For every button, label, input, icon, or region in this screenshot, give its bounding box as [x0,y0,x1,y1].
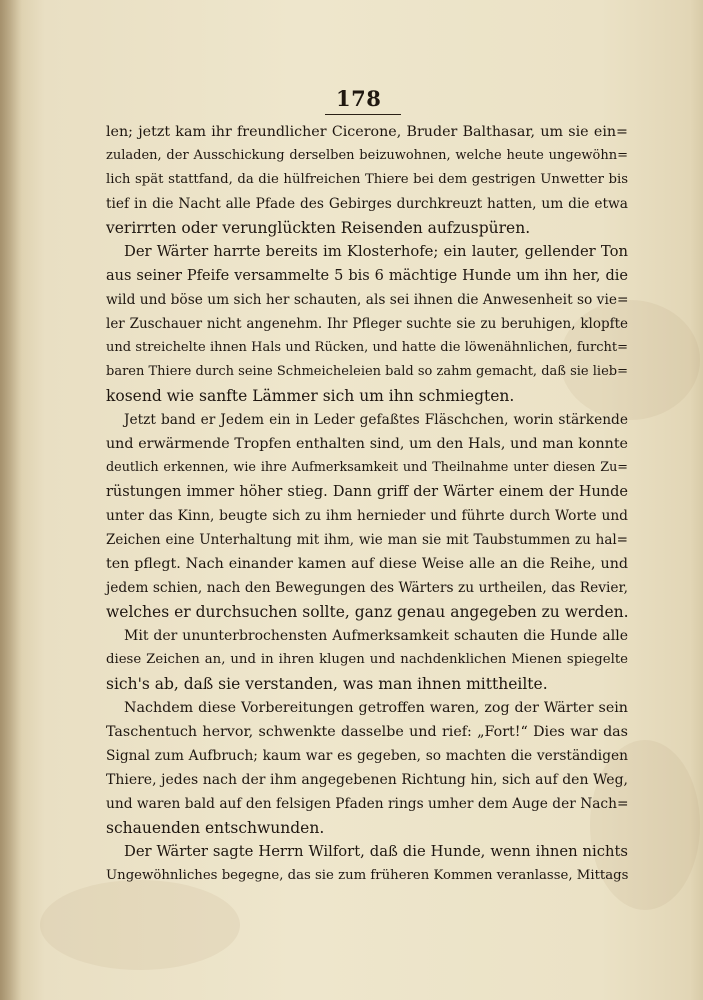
text-line: kosend wie sanfte Lämmer sich um ihn schmiegten. [106,387,515,405]
text-line: len; jetzt kam ihr freundlicher Cicerone, Bruder Balthasar, um sie ein= [106,124,628,140]
text-line: tief in die Nacht alle Pfade des Gebirges durchkreuzt hatten, um die etwa [106,196,628,212]
text-line: sich's ab, daß sie verstanden, was man ihnen mittheilte. [106,675,548,693]
paragraph-start-line: Nachdem diese Vorbereitungen getroffen waren, zog der Wärter sein [124,700,628,716]
text-line: Ungewöhnliches begegne, das sie zum früheren Kommen veranlasse, Mittags [106,868,629,883]
text-line: baren Thiere durch seine Schmeicheleien bald so zahm gemacht, daß sie lieb= [106,364,628,379]
page-number: 178 [336,86,382,111]
text-line: und streichelte ihnen Hals und Rücken, und hatte die löwenähnlichen, furcht= [106,340,628,355]
text-line: ler Zuschauer nicht angenehm. Ihr Pfleger suchte sie zu beruhigen, klopfte [106,316,628,332]
text-line: jedem schien, nach den Bewegungen des Wärters zu urtheilen, das Revier, [106,580,628,596]
text-line: diese Zeichen an, und in ihren klugen und nachdenklichen Mienen spiegelte [106,652,628,667]
text-line: unter das Kinn, beugte sich zu ihm hernieder und führte durch Worte und [106,508,628,524]
text-line: Thiere, jedes nach der ihm angegebenen Richtung hin, sich auf den Weg, [106,772,628,788]
text-line: und waren bald auf den felsigen Pfaden rings umher dem Auge der Nach= [106,796,629,812]
text-line: aus seiner Pfeife versammelte 5 bis 6 mächtige Hunde um ihn her, die [106,268,628,284]
text-line: lich spät stattfand, da die hülfreichen Thiere bei dem gestrigen Unwetter bis [106,172,628,187]
text-line: Taschentuch hervor, schwenkte dasselbe und rief: „Fort!“ Dies war das [106,724,628,740]
text-line: verirrten oder verunglückten Reisenden aufzuspüren. [106,219,531,237]
text-line: Zeichen eine Unterhaltung mit ihm, wie man sie mit Taubstummen zu hal= [106,532,628,548]
text-line: zuladen, der Ausschickung derselben beizuwohnen, welche heute ungewöhn= [106,148,628,163]
paper-stain [40,880,240,970]
header-rule [325,114,401,115]
paragraph-start-line: Der Wärter harrte bereits im Klosterhofe; ein lauter, gellender Ton [124,243,628,260]
text-line: wild und böse um sich her schauten, als sei ihnen die Anwesenheit so vie= [106,292,629,308]
text-line: Signal zum Aufbruch; kaum war es gegeben, so machten die verständigen [106,748,628,764]
text-line: und erwärmende Tropfen enthalten sind, um den Hals, und man konnte [106,436,628,452]
text-line: rüstungen immer höher stieg. Dann griff der Wärter einem der Hunde [106,484,628,500]
text-line: schauenden entschwunden. [106,819,325,837]
text-line: deutlich erkennen, wie ihre Aufmerksamkeit und Theilnahme unter diesen Zu= [106,460,628,475]
paragraph-start-line: Mit der ununterbrochensten Aufmerksamkeit schauten die Hunde alle [124,628,628,644]
paragraph-start-line: Jetzt band er Jedem ein in Leder gefaßtes Fläschchen, worin stärkende [124,412,628,428]
text-line: welches er durchsuchen sollte, ganz genau angegeben zu werden. [106,603,629,621]
text-line: ten pflegt. Nach einander kamen auf diese Weise alle an die Reihe, und [106,556,628,572]
paragraph-start-line: Der Wärter sagte Herrn Wilfort, daß die Hunde, wenn ihnen nichts [124,843,628,860]
binding-shadow [0,0,22,1000]
